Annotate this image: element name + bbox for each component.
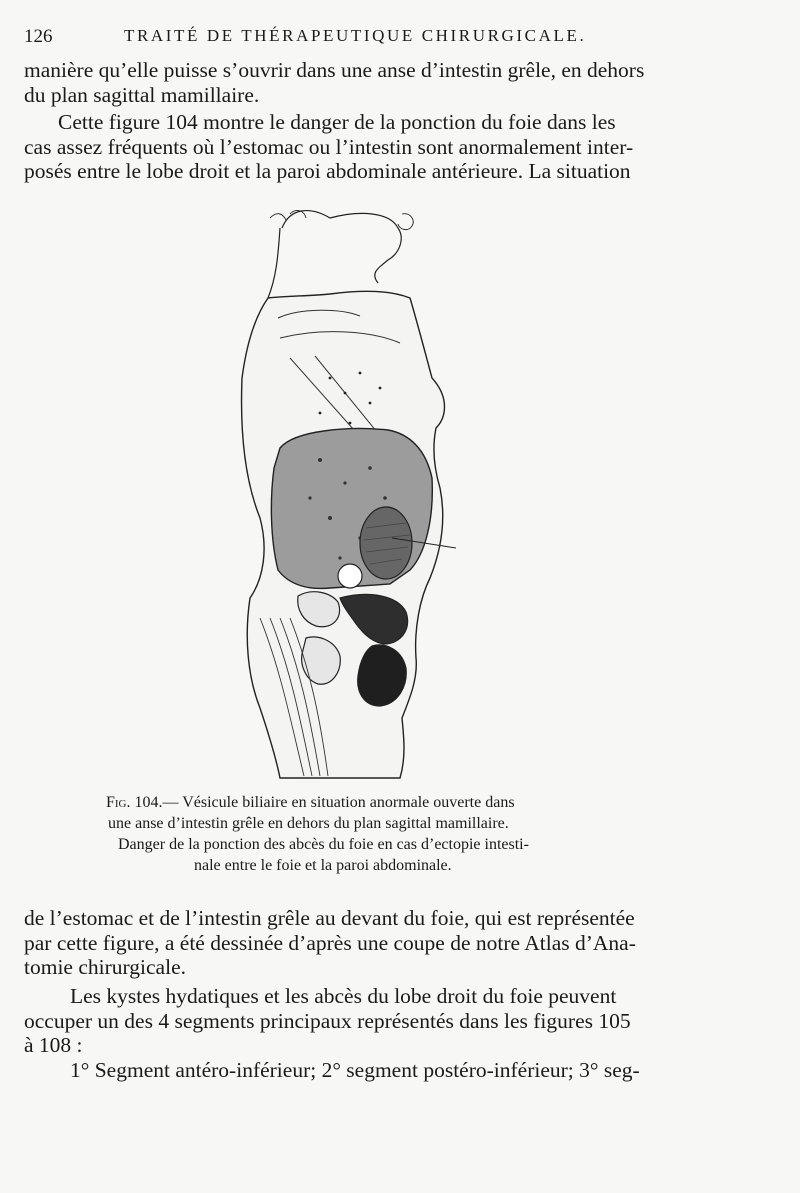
paragraph-2 [24,110,674,184]
anatomical-illustration [220,198,480,788]
text-line: posés entre le lobe droit et la paroi abdominale antérieure. La situation [24,159,631,183]
text-line: à 108 : [24,1033,83,1057]
text-line: tomie chirurgicale. [24,955,186,979]
paragraph-continued [24,58,674,107]
page-number: 126 [24,26,53,47]
figure-caption [106,792,626,876]
caption-line [106,792,626,813]
text-line: 1° Segment antéro-inférieur; 2° segment postéro-inférieur; 3° seg- [70,1057,640,1082]
caption-line: Danger de la ponction des abcès du foie en cas d’ectopie intesti- [118,836,529,853]
text-line: de l’estomac et de l’intestin grêle au devant du foie, qui est représentée [24,906,635,930]
paragraph-4 [24,984,674,1082]
text-line: manière qu’elle puisse s’ouvrir dans une anse d’intestin grêle, en dehors [24,58,645,82]
caption-line: une anse d’intestin grêle en dehors du plan sagittal mamillaire. [108,815,509,832]
running-title: TRAITÉ DE THÉRAPEUTIQUE CHIRURGICALE. [124,26,587,45]
caption-line: nale entre le foie et la paroi abdominale. [194,857,452,874]
text-line: occuper un des 4 segments principaux représentés dans les figures 105 [24,1008,631,1033]
running-head [24,26,776,50]
text-line: du plan sagittal mamillaire. [24,82,260,107]
text-line: par cette figure, a été dessinée d’après une coupe de notre Atlas d’Ana- [24,930,636,955]
gallbladder-abscess [360,507,412,579]
text-line: cas assez fréquents où l’estomac ou l’intestin sont anormalement inter- [24,134,634,159]
text-line: Les kystes hydatiques et les abcès du lobe droit du foie peuvent [70,984,617,1008]
paragraph-3 [24,906,674,980]
text-line: Cette figure 104 montre le danger de la ponction du foie dans les [58,110,616,134]
caption-label: Fig. 104. [106,794,163,811]
caption-text: — Vésicule biliaire en situation anormale ouverte dans [162,794,515,811]
